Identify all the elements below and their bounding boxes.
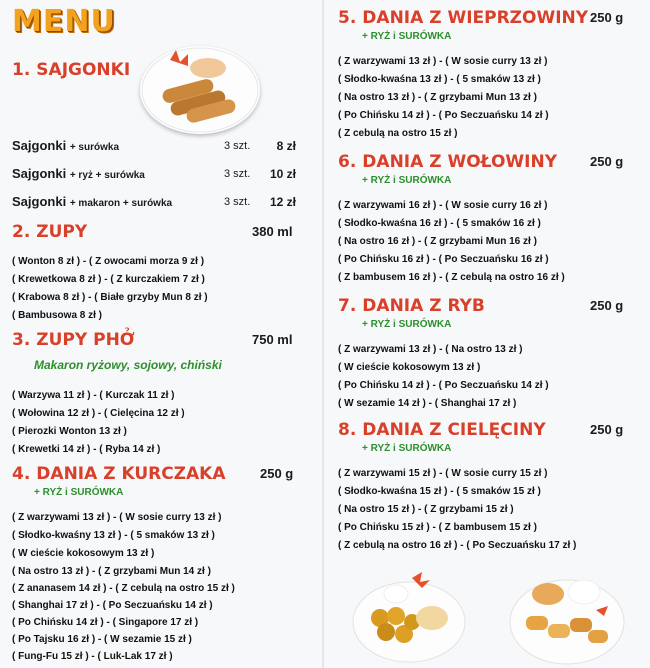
kurczak-line-1: ( Z warzywami 13 zł ) - ( W sosie curry 13 zł ) [12,512,222,523]
ryby-line-2: ( W cieście kokosowym 13 zł ) [338,362,481,373]
kurczak-line-5: ( Z ananasem 14 zł ) - ( Z cebulą na ostro 15 zł ) [12,583,235,594]
wieprzowina-weight: 250 g [590,10,624,25]
zupy-volume: 380 ml [252,224,293,239]
shrimp-balls-photo-icon [350,568,468,664]
cielecina-line-5: ( Z cebulą na ostro 16 zł ) - ( Po Seczuańsku 17 zł ) [338,540,577,551]
column-divider [322,0,324,668]
section-number: 1. [12,60,31,80]
kurczak-line-4: ( Na ostro 13 zł ) - ( Z grzybami Mun 14 zł ) [12,566,211,577]
zupy-line-1: ( Wonton 8 zł ) - ( Z owocami morza 9 zł ) [12,256,205,267]
cielecina-weight: 250 g [590,422,624,437]
chicken-dish-photo-icon [508,566,626,666]
section-zupy-title: 2. ZUPY [12,222,88,242]
kurczak-line-7: ( Po Chińsku 14 zł ) - ( Singapore 17 zł ) [12,617,199,628]
kurczak-line-9: ( Fung-Fu 15 zł ) - ( Luk-Lak 17 zł ) [12,651,173,662]
wieprzowina-side-note: + RYŻ i SURÓWKA [362,31,452,42]
spring-rolls-photo-icon [140,46,260,134]
section-label: SAJGONKI [36,60,131,80]
sajgonki-item-2-price: 10 zł [269,167,296,181]
zupy-pho-volume: 750 ml [252,332,293,347]
menu-title: MENU [12,4,116,39]
ryby-line-1: ( Z warzywami 13 zł ) - ( Na ostro 13 zł ) [338,344,523,355]
wieprzowina-line-3: ( Na ostro 13 zł ) - ( Z grzybami Mun 13 zł ) [338,92,537,103]
zupy-pho-line-3: ( Pierozki Wonton 13 zł ) [12,426,127,437]
zupy-pho-line-1: ( Warzywa 11 zł ) - ( Kurczak 11 zł ) [12,390,175,401]
sajgonki-item-1-name: Sajgonki + surówka [12,138,120,153]
kurczak-weight: 250 g [260,466,294,481]
wolowina-line-5: ( Z bambusem 16 zł ) - ( Z cebulą na ostro 16 zł ) [338,272,565,283]
wieprzowina-line-4: ( Po Chińsku 14 zł ) - ( Po Seczuańsku 14 zł ) [338,110,549,121]
wolowina-line-3: ( Na ostro 16 zł ) - ( Z grzybami Mun 16 zł ) [338,236,537,247]
zupy-pho-note: Makaron ryżowy, sojowy, chiński [34,358,222,372]
wieprzowina-line-1: ( Z warzywami 13 zł ) - ( W sosie curry 13 zł ) [338,56,548,67]
ryby-line-4: ( W sezamie 14 zł ) - ( Shanghai 17 zł ) [338,398,517,409]
cielecina-line-4: ( Po Chińsku 15 zł ) - ( Z bambusem 15 zł ) [338,522,537,533]
ryby-weight: 250 g [590,298,624,313]
cielecina-line-2: ( Słodko-kwaśna 15 zł ) - ( 5 smaków 15 zł ) [338,486,541,497]
cielecina-line-1: ( Z warzywami 15 zł ) - ( W sosie curry 15 zł ) [338,468,548,479]
section-ryby-title: 7. DANIA Z RYB [338,296,485,316]
zupy-pho-line-2: ( Wołowina 12 zł ) - ( Cielęcina 12 zł ) [12,408,185,419]
kurczak-line-6: ( Shanghai 17 zł ) - ( Po Seczuańsku 14 zł ) [12,600,213,611]
sajgonki-item-3-name: Sajgonki + makaron + surówka [12,194,173,209]
section-cielecina-title: 8. DANIA Z CIELĘCINY [338,420,546,440]
sajgonki-item-3-price: 12 zł [269,195,296,209]
wieprzowina-line-5: ( Z cebulą na ostro 15 zł ) [338,128,458,139]
section-wieprzowina-title: 5. DANIA Z WIEPRZOWINY [338,8,589,28]
wolowina-weight: 250 g [590,154,624,169]
sajgonki-item-1-qty: 3 szt. [224,140,251,152]
sajgonki-item-3-qty: 3 szt. [224,196,251,208]
section-kurczak-title: 4. DANIA Z KURCZAKA [12,464,226,484]
sajgonki-item-2-qty: 3 szt. [224,168,251,180]
ryby-side-note: + RYŻ i SURÓWKA [362,319,452,330]
wolowina-line-1: ( Z warzywami 16 zł ) - ( W sosie curry 16 zł ) [338,200,548,211]
ryby-line-3: ( Po Chińsku 14 zł ) - ( Po Seczuańsku 14 zł ) [338,380,549,391]
wolowina-line-2: ( Słodko-kwaśna 16 zł ) - ( 5 smaków 16 zł ) [338,218,541,229]
cielecina-line-3: ( Na ostro 15 zł ) - ( Z grzybami 15 zł ) [338,504,514,515]
kurczak-side-note: + RYŻ i SURÓWKA [34,487,124,498]
zupy-line-4: ( Bambusowa 8 zł ) [12,310,103,321]
wolowina-side-note: + RYŻ i SURÓWKA [362,175,452,186]
zupy-line-2: ( Krewetkowa 8 zł ) - ( Z kurczakiem 7 zł ) [12,274,205,285]
wieprzowina-line-2: ( Słodko-kwaśna 13 zł ) - ( 5 smaków 13 zł ) [338,74,541,85]
cielecina-side-note: + RYŻ i SURÓWKA [362,443,452,454]
kurczak-line-3: ( W cieście kokosowym 13 zł ) [12,548,155,559]
section-zupy-pho-title: 3. ZUPY PHỞ [12,330,135,350]
sajgonki-item-1-price: 8 zł [276,139,296,153]
wolowina-line-4: ( Po Chińsku 16 zł ) - ( Po Seczuańsku 16 zł ) [338,254,549,265]
section-sajgonki-title [12,60,130,80]
kurczak-line-8: ( Po Tajsku 16 zł ) - ( W sezamie 15 zł ) [12,634,192,645]
zupy-pho-line-4: ( Krewetki 14 zł ) - ( Ryba 14 zł ) [12,444,161,455]
sajgonki-item-2-name: Sajgonki + ryż + surówka [12,166,145,181]
zupy-line-3: ( Krabowa 8 zł ) - ( Białe grzyby Mun 8 zł ) [12,292,208,303]
section-wolowina-title: 6. DANIA Z WOŁOWINY [338,152,558,172]
kurczak-line-2: ( Słodko-kwaśny 13 zł ) - ( 5 smaków 13 zł ) [12,530,215,541]
